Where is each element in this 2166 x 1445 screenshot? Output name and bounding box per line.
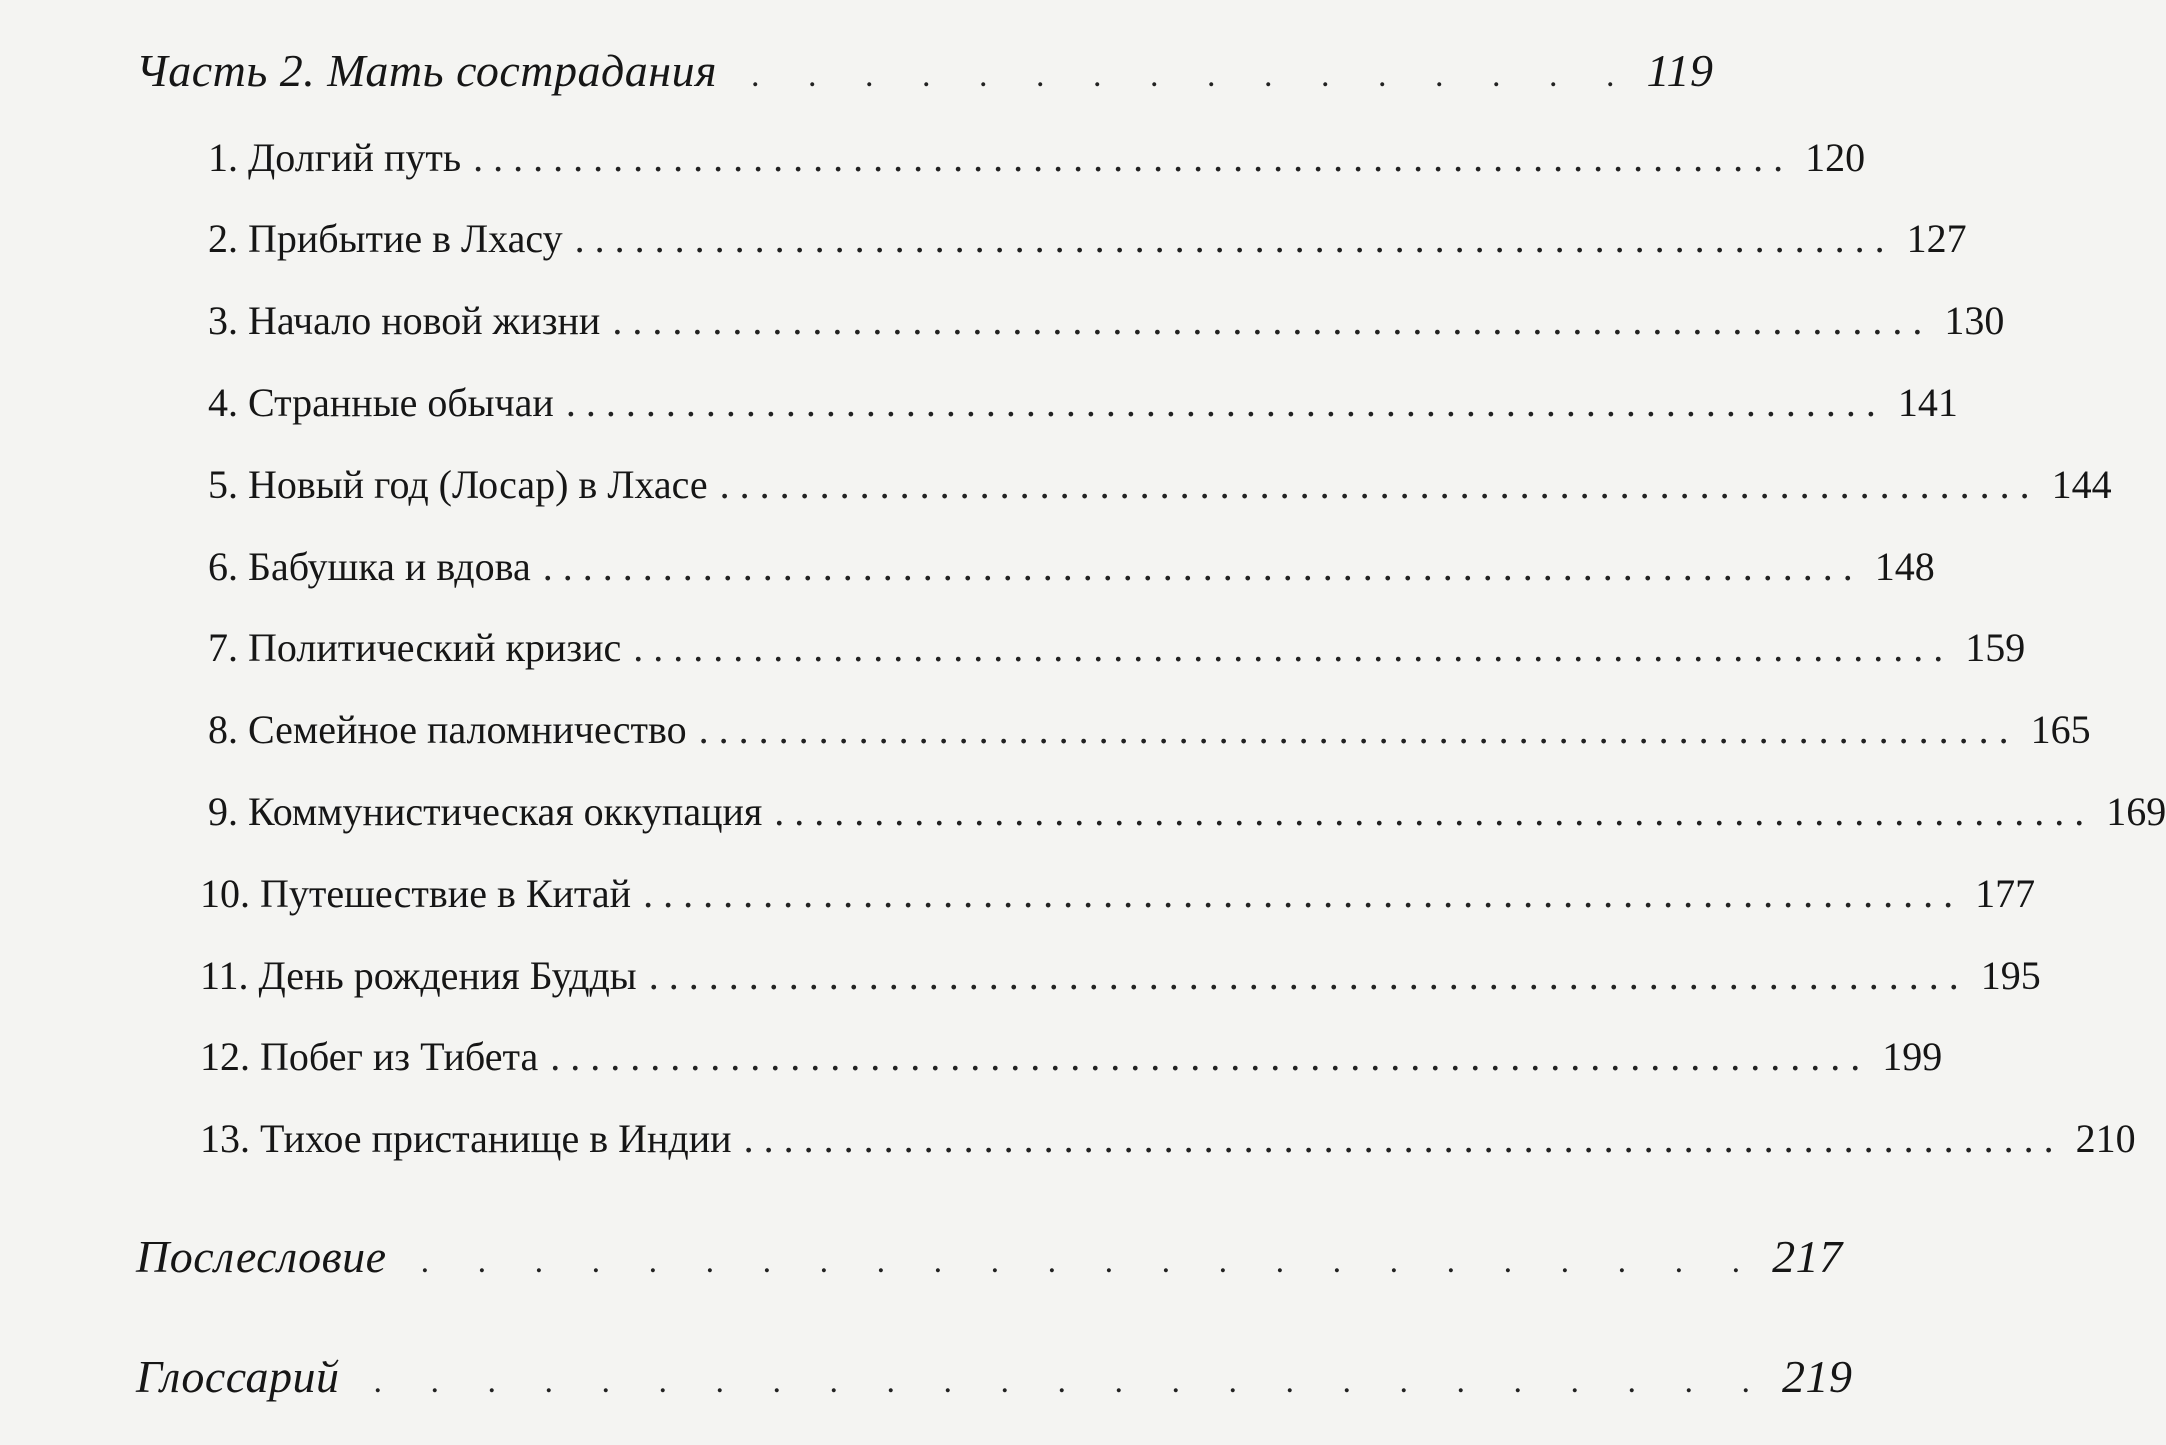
toc-chapter [200,1115,2136,1162]
dot-leader: .................................................................. [574,216,1895,261]
chapter-number: 2. [208,216,238,261]
page-number: 141 [1897,380,1958,425]
dot-leader: .................................................................. [743,1116,2064,1161]
toc-chapter [208,379,1958,426]
page-number: 144 [2051,462,2112,507]
toc-chapter [208,297,2005,344]
chapter-number: 10. [200,871,250,916]
dot-leader: .................................................................. [719,462,2040,507]
page-number: 177 [1975,871,2036,916]
chapter-number: 3. [208,298,238,343]
dot-leader: .................................................................. [774,789,2095,834]
chapter-number: 4. [208,380,238,425]
dot-leader: . . . . . . . . . . . . . . . . . . . . . . . . [420,1243,1761,1280]
dot-leader: .................................................................. [648,953,1969,998]
page-number: 159 [1965,625,2026,670]
toc-chapter [200,952,2041,999]
chapter-title: День рождения Будды [258,953,637,998]
chapter-title: Прибытие в Лхасу [248,216,563,261]
chapter-number: 9. [208,789,238,834]
chapter-number: 11. [200,953,249,998]
page-number: 119 [1646,45,1714,96]
glossary-title: Глоссарий [136,1351,340,1402]
dot-leader: .................................................................. [565,380,1886,425]
chapter-title: Странные обычаи [248,380,554,425]
dot-leader: .................................................................. [612,298,1933,343]
chapter-title: Бабушка и вдова [248,544,531,589]
chapter-title: Побег из Тибета [260,1034,539,1079]
page-number: 127 [1906,216,1967,261]
toc-chapter [200,870,2036,917]
toc-chapter [208,215,1967,262]
toc-chapter [208,624,2026,671]
dot-leader: .................................................................. [542,544,1863,589]
dot-leader: . . . . . . . . . . . . . . . . . . . . . . . . . [373,1363,1770,1400]
page-number: 130 [1944,298,2005,343]
toc-chapter [200,1033,1943,1080]
afterword-title: Послесловие [136,1231,387,1282]
toc-glossary [136,1350,1853,1403]
chapter-title: Долгий путь [248,135,462,180]
page-number: 210 [2075,1116,2136,1161]
chapter-number: 5. [208,462,238,507]
toc-chapter [208,788,2166,835]
toc-part-2 [136,44,1714,97]
chapter-number: 12. [200,1034,250,1079]
chapter-title: Политический кризис [248,625,622,670]
chapter-number: 7. [208,625,238,670]
page-number: 169 [2106,789,2166,834]
page-number: 148 [1874,544,1935,589]
page-number: 165 [2030,707,2091,752]
chapter-title: Семейное паломничество [248,707,687,752]
part-title: Часть 2. Мать сострадания [136,45,717,96]
page-number: 120 [1805,135,1866,180]
chapter-title: Начало новой жизни [248,298,601,343]
chapter-title: Коммунистическая оккупация [248,789,763,834]
chapter-title: Тихое пристанище в Индии [260,1116,732,1161]
page-number: 195 [1980,953,2041,998]
page-number: 217 [1772,1231,1843,1282]
page-number: 199 [1882,1034,1943,1079]
page-number: 219 [1781,1351,1853,1402]
toc-afterword [136,1230,1843,1283]
toc-chapter [208,134,1866,181]
dot-leader: .................................................................. [698,707,2019,752]
chapter-number: 13. [200,1116,250,1161]
dot-leader: .................................................................. [473,135,1794,180]
dot-leader: .................................................................. [633,625,1954,670]
chapter-title: Путешествие в Китай [260,871,632,916]
chapter-title: Новый год (Лосар) в Лхасе [248,462,708,507]
toc-chapter [208,543,1935,590]
chapter-number: 6. [208,544,238,589]
chapter-number: 1. [208,135,238,180]
dot-leader: .................................................................. [643,871,1964,916]
toc-chapter [208,706,2091,753]
toc-chapter [208,461,2112,508]
chapter-number: 8. [208,707,238,752]
dot-leader: .................................................................. [550,1034,1871,1079]
dot-leader: . . . . . . . . . . . . . . . . [750,57,1635,94]
